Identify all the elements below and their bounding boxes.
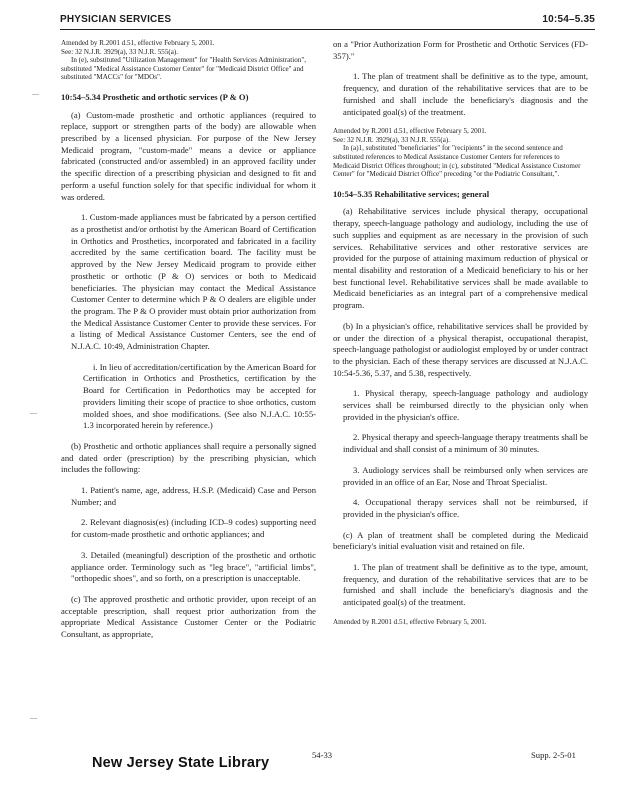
paragraph: 1. Physical therapy, speech-language pathology and audiology services shall be reimbursed directly to the physician only when provided in the physician's office. <box>343 388 588 422</box>
page-number: 54-33 <box>312 750 333 760</box>
supplement-date: Supp. 2-5-01 <box>531 750 576 760</box>
paragraph: 1. Patient's name, age, address, H.S.P. (Medicaid) Case and Person Number; and <box>71 485 316 507</box>
margin-mark: — <box>30 714 37 722</box>
amendment-note: In (a)1, substituted "beneficiaries" for "recipients" in the second sentence and substituted references to Medical Assistance Customer Centers for references to Medicaid District Offices throughout; in (c), substituted "Medical Assistance Customer Center" for "Medicaid District Office" preceding "or the Podiatric Consultant,". <box>333 144 581 179</box>
paragraph: (a) Rehabilitative services include physical therapy, occupational therapy, speech-language pathology and audiology, including the use of such supplies and equipment as are necessary in the provision of such services. Rehabilitative services and other restorative services are provided for the purpose of attaining maximum reduction of physical or mental disability and restoration of a Medicaid beneficiary to his or her best functional level. Rehabilitative services shall be made available to Medicaid beneficiaries as an integral part of a comprehensive medical program. <box>333 206 588 311</box>
paragraph: 3. Audiology services shall be reimbursed only when services are provided in an office of an Ear, Nose and Throat Specialist. <box>343 464 588 487</box>
margin-mark: — <box>30 409 37 417</box>
header-rule <box>60 29 595 30</box>
paragraph: (b) Prosthetic and orthotic appliances shall require a personally signed and dated order (prescription) by the prescribing physician, which includes the following: <box>61 440 316 475</box>
amendment-note: Amended by R.2001 d.51, effective February 5, 2001. <box>333 127 487 136</box>
amendment-note: See: 32 N.J.R. 3929(a), 33 N.J.R. 555(a). <box>61 47 179 56</box>
paragraph: i. In lieu of accreditation/certification by the American Board for Certification in Orthotics and Prosthetics, certification by the Board for Certification in Pedorthotics may be accepted for providers limiting their scope of practice to shoe orthotics, custom molded shoes, and shoe modifications. (See also N.J.A.C. 10:55-1.3 incorporated herein by reference.) <box>83 361 316 431</box>
running-header-title: PHYSICIAN SERVICES <box>60 14 172 25</box>
amendment-note: See: 32 N.J.R. 3929(a), 33 N.J.R. 555(a). <box>333 135 451 144</box>
paragraph: 3. Detailed (meaningful) description of the prosthetic and orthotic appliance order. Terminology such as "leg brace", "artificial limbs", "orthopedic shoes", and so forth, on a prescription is unacceptable. <box>71 549 316 584</box>
right-column <box>333 39 588 626</box>
paragraph: 2. Relevant diagnosis(es) (including ICD–9 codes) supporting need for custom-made prosthetic and orthotic appliances; and <box>71 517 316 540</box>
paragraph: (c) A plan of treatment shall be completed during the Medicaid beneficiary's initial evaluation visit and retained on file. <box>333 529 588 552</box>
paragraph: 2. Physical therapy and speech-language therapy treatments shall be individual and shall consist of a minimum of 30 minutes. <box>343 432 588 455</box>
paragraph: 4. Occupational therapy services shall not be reimbursed, if provided in the physician's office. <box>343 497 588 519</box>
paragraph: (c) The approved prosthetic and orthotic provider, upon receipt of an acceptable prescription, shall request prior authorization from the appropriate Medical Assistance Customer Center or the Podiatric Consultant, as appropriate, <box>61 593 316 640</box>
section-heading: 10:54–5.35 Rehabilitative services; general <box>333 188 490 199</box>
paragraph: on a "Prior Authorization Form for Prosthetic and Orthotic Services (FD-357)." <box>333 39 588 61</box>
paragraph: 1. The plan of treatment shall be definitive as to the type, amount, frequency, and duration of the rehabilitative services that are to be furnished and shall include the beneficiary's diagnosis and the anticipated goal(s) of the treatment. <box>343 562 588 608</box>
paragraph: 1. The plan of treatment shall be definitive as to the type, amount, frequency, and duration of the rehabilitative services that are to be furnished and shall include the beneficiary's diagnosis and the anticipated goal(s) of the treatment. <box>343 71 588 117</box>
margin-mark: — <box>32 90 39 98</box>
amendment-note: Amended by R.2001 d.51, effective February 5, 2001. <box>61 39 215 47</box>
left-column <box>61 39 316 650</box>
amendment-note: In (e), substituted "Utilization Management" for "Health Services Administration", substituted "Medical Assistance Customer Center" for "Medicaid District Office" and substituted "MACCs" for "MDOs". <box>61 56 306 82</box>
section-heading: 10:54–5.34 Prosthetic and orthotic services (P & O) <box>61 91 249 102</box>
library-stamp: New Jersey State Library <box>92 755 270 771</box>
paragraph: 1. Custom-made appliances must be fabricated by a person certified as a prosthetist and/or orthotist by the American Board of Certification in Orthotics and Prosthetics, incorporated and fabricated in a facility accredited by the same certification board. The facility must be approved by the New Jersey Medicaid program to provide either prosthetic or orthotic (P & O) services or both to Medicaid beneficiaries. The physician may contact the Medical Assistance Customer Center to determine which P & O dealers are eligible under the program. The P & O provider must obtain prior authorization from the Medical Assistance Customer Center to provide these services. For a listing of Medical Assistance Customer Centers, see the end of N.J.A.C. 10:49, Administration Chapter. <box>71 212 316 352</box>
amendment-note: Amended by R.2001 d.51, effective February 5, 2001. <box>333 617 487 626</box>
paragraph: (b) In a physician's office, rehabilitative services shall be provided by or under the direction of a physical therapist, occupational therapist, speech-language pathologist or audiologist employed by or under contract to the physician. Each of these therapy services are discussed at N.J.A.C. 10:54-5.36, 5.37, and 5.38, respectively. <box>333 320 588 378</box>
paragraph: (a) Custom-made prosthetic and orthotic appliances (required to replace, support or strengthen parts of the body) are allowable when prescribed by a licensed physician. For purpose of the New Jersey Medicaid program, "custom-made" means a device or appliance fabricated (constructed and/or assembled) in an approved facility under the specific direction of a prescribing physician and designed to fit and perform a useful function solely for that specific individual for whom it was ordered. <box>61 109 316 202</box>
running-header-section: 10:54–5.35 <box>542 14 595 25</box>
